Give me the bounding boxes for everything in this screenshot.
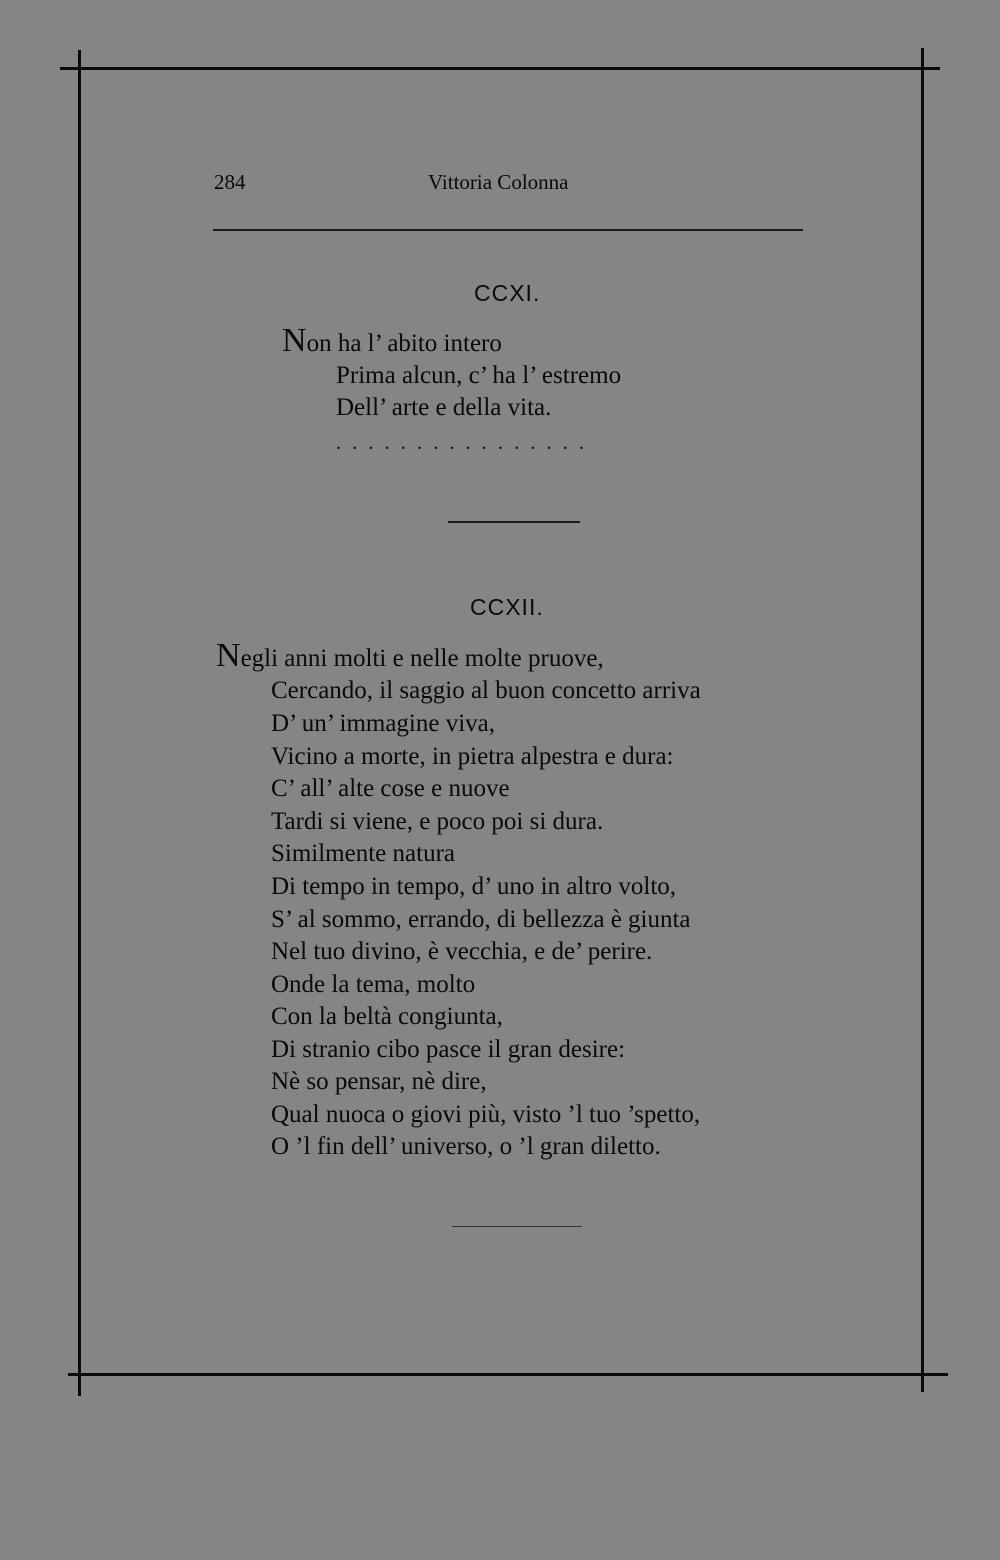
omission-dots: ................ <box>336 432 596 454</box>
drop-initial: N <box>282 322 307 359</box>
poem-line: Similmente natura <box>271 840 455 867</box>
poem-line <box>216 637 604 675</box>
poem-line: Nè so pensar, nè dire, <box>271 1068 487 1095</box>
section-heading-ccxii: CCXII. <box>470 594 544 620</box>
poem-line: Onde la tema, molto <box>271 971 476 998</box>
frame-right-rule <box>921 48 924 1392</box>
running-title: Vittoria Colonna <box>428 170 569 194</box>
poem-line: C’ all’ alte cose e nuove <box>271 775 510 802</box>
poem-line: Con la beltà congiunta, <box>271 1003 503 1030</box>
poem-line: Qual nuoca o giovi più, visto ’l tuo ’spetto, <box>271 1101 701 1128</box>
frame-bottom-rule <box>68 1373 948 1376</box>
poem-line: Vicino a morte, in pietra alpestra e dura: <box>271 743 674 770</box>
page-number: 284 <box>214 170 246 194</box>
frame-top-rule <box>60 67 940 70</box>
line-text: egli anni molti e nelle molte pruove, <box>240 645 604 672</box>
poem-line: Cercando, il saggio al buon concetto arriva <box>271 677 701 704</box>
drop-initial: N <box>216 637 241 674</box>
poem-line: S’ al sommo, errando, di bellezza è giunta <box>271 906 691 933</box>
poem-line: Di tempo in tempo, d’ uno in altro volto, <box>271 873 677 900</box>
poem-line: O ’l fin dell’ universo, o ’l gran diletto. <box>271 1133 661 1160</box>
end-divider <box>452 1226 582 1227</box>
frame-left-rule <box>78 50 81 1396</box>
poem-line: Nel tuo divino, è vecchia, e de’ perire. <box>271 938 653 965</box>
header-rule <box>213 229 803 231</box>
line-text: on ha l’ abito intero <box>306 330 502 357</box>
poem-line: Tardi si viene, e poco poi si dura. <box>271 808 604 835</box>
section-heading-ccxi: CCXI. <box>474 280 541 306</box>
poem-line: Dell’ arte e della vita. <box>336 394 552 421</box>
poem-line: Di stranio cibo pasce il gran desire: <box>271 1036 626 1063</box>
poem-line: Prima alcun, c’ ha l’ estremo <box>336 362 622 389</box>
poem-line: D’ un’ immagine viva, <box>271 710 496 737</box>
section-divider <box>448 521 580 523</box>
poem-line <box>282 322 502 360</box>
